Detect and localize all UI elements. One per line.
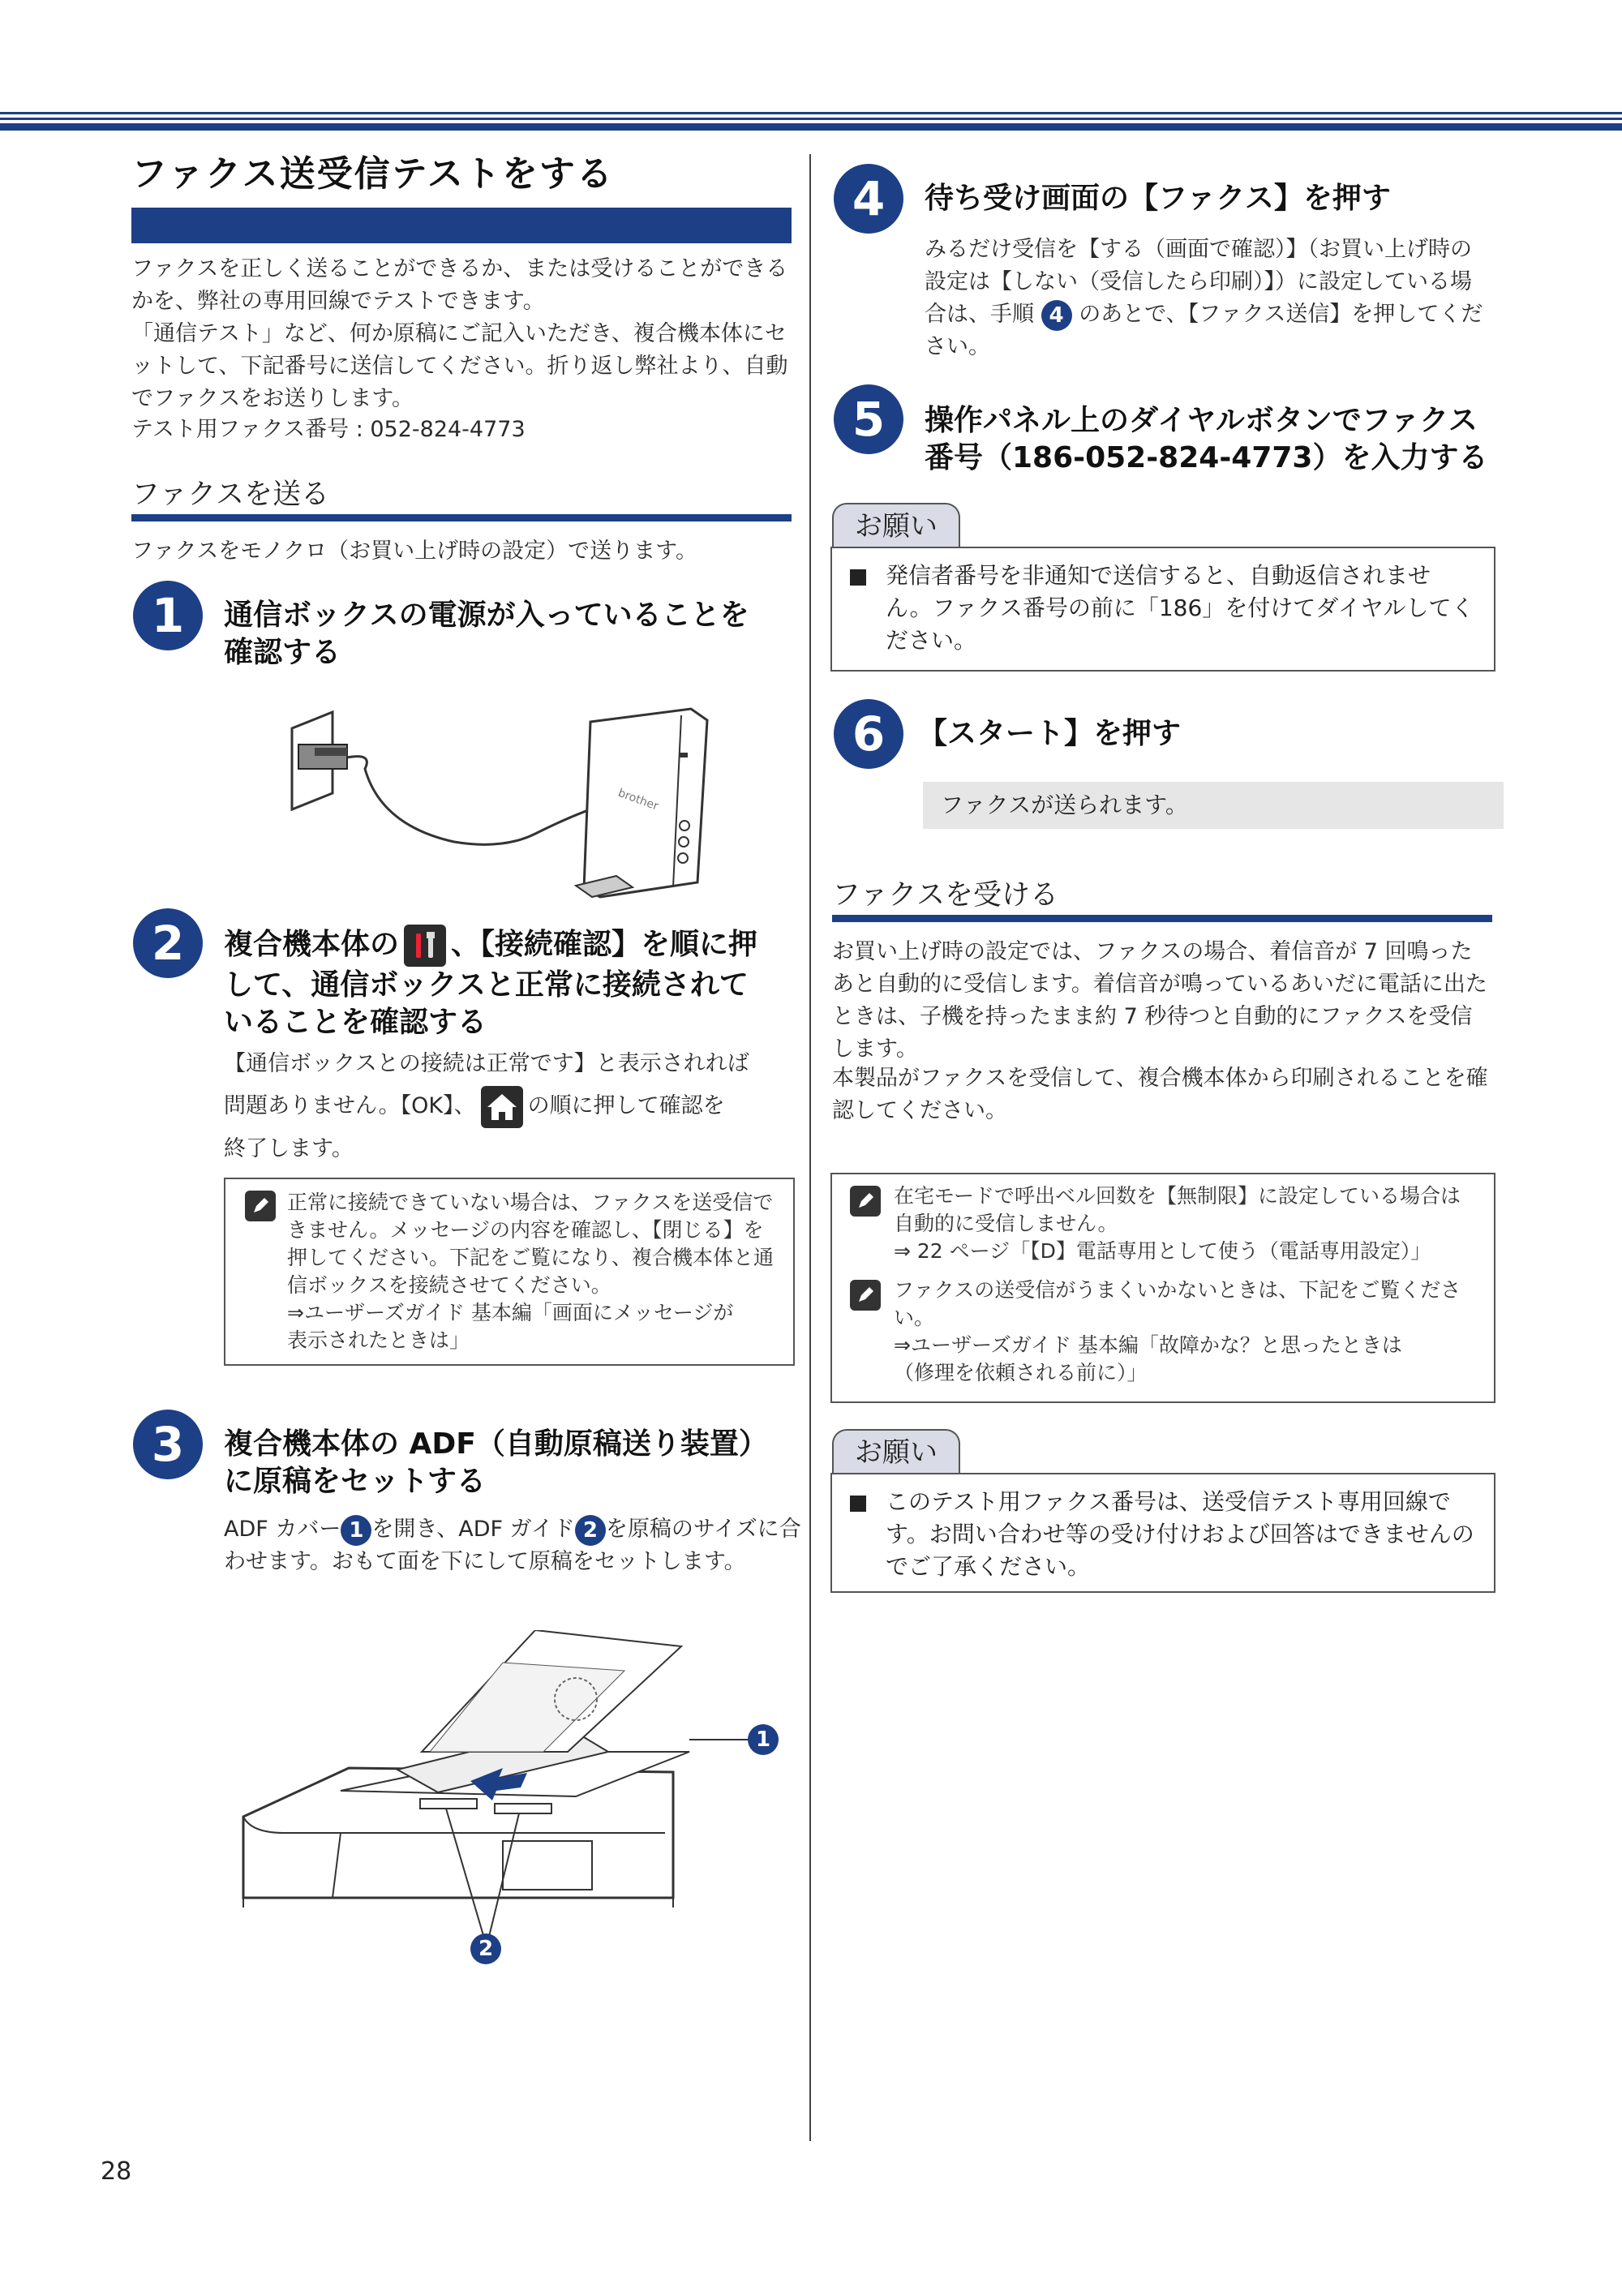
step-2-title-line-1 (224, 925, 800, 967)
section-rule-receive (832, 915, 1492, 922)
step-2-title-line-2: して、通信ボックスと正常に接続されて (224, 968, 749, 1002)
receive-note-2-ref-1: ⇒ユーザーズガイド 基本編「故障かな？と思ったときは (894, 1333, 1402, 1357)
device-brand-label: brother (616, 786, 660, 813)
header-rule-thin (0, 118, 1622, 120)
step-2-badge: 2 (133, 908, 203, 978)
section-title-receive: ファクスを受ける (832, 879, 1058, 912)
onegai-box-1 (830, 547, 1495, 672)
step-2-body-line-3: 終了します。 (224, 1135, 354, 1161)
test-fax-number: テスト用ファクス番号 : 052-824-4773 (131, 417, 526, 442)
step-4-badge: 4 (834, 164, 903, 234)
step-6-badge: 6 (834, 699, 903, 769)
adf-guide-callout: 2 (575, 1515, 606, 1546)
section-rule-send (131, 514, 792, 521)
illustration-callout-1: 1 (748, 1724, 779, 1755)
tools-icon (404, 925, 446, 967)
step-2-title-part-a: 複合機本体の (224, 928, 400, 961)
onegai-2-text: このテスト用ファクス番号は、送受信テスト専用回線です。お問い合わせ等の受け付けおよび回答はできませんのでご了承ください。 (886, 1488, 1474, 1580)
step-3-title (224, 1426, 800, 1500)
step-1-title-line-2: 確認する (224, 636, 341, 669)
step-5-title-line-2: 番号（186-052-824-4773）を入力する (925, 441, 1488, 474)
note-pencil-icon (850, 1280, 881, 1311)
column-divider (809, 154, 811, 2141)
step-2-body-part-a: 問題ありません。【OK】、 (224, 1093, 476, 1118)
step-1-title (224, 597, 792, 672)
step-2-note-body: 正常に接続できていない場合は、ファクスを送受信できません。メッセージの内容を確認し、【閉じる】を押してください。下記をご覧になり、複合機本体と通信ボックスを接続させてください。 (287, 1191, 775, 1297)
header-rule-thin (0, 112, 1622, 114)
note-pencil-icon (245, 1191, 276, 1221)
step-6-title: 【スタート】を押す (918, 717, 1182, 750)
onegai-tab-2: お願い (832, 1429, 960, 1474)
step-4-ref-badge: 4 (1041, 300, 1072, 331)
receive-note-1-body: 在宅モードで呼出ベル回数を【無制限】に設定している場合は自動的に受信しません。 (894, 1184, 1461, 1235)
step-4-body (925, 234, 1492, 363)
receive-note-2 (894, 1277, 1478, 1387)
step-3-badge: 3 (133, 1410, 203, 1479)
onegai-box-2 (830, 1473, 1495, 1593)
adf-cover-callout: 1 (341, 1515, 371, 1546)
onegai-1-text: 発信者番号を非通知で送信すると、自動返信されません。ファクス番号の前に「186」を付けてダイヤルしてください。 (886, 562, 1474, 654)
onegai-tab-1: お願い (832, 503, 960, 548)
receive-note-1-ref: ⇒ 22 ページ「【D】電話専用として使う（電話専用設定）」 (894, 1239, 1431, 1263)
page-number: 28 (101, 2157, 132, 2186)
header-rule-thick (0, 123, 1622, 131)
step-2-body-line-1: 【通信ボックスとの接続は正常です】と表示されれば (224, 1051, 749, 1076)
step-2-title-part-b: 、【接続確認】を順に押 (451, 928, 758, 961)
intro-paragraph-2: 「通信テスト」など、何か原稿にご記入いただき、複合機本体にセットして、下記番号に送信してください。折り返し弊社より、自動でファクスをお送りします。 (131, 321, 788, 411)
receive-note-2-body: ファクスの送受信がうまくいかないときは、下記をご覧ください。 (894, 1278, 1461, 1329)
receive-note-1 (894, 1182, 1478, 1265)
step-2-note-ref-1: ⇒ユーザーズガイド 基本編「画面にメッセージが (287, 1301, 734, 1324)
page-title: ファクス送受信テストをする (131, 153, 614, 195)
step-3-title-line-2: に原稿をセットする (224, 1465, 486, 1498)
step-3-body-part-c: を原稿のサイズに合わせます。おもて面を下にして原稿をセットします。 (224, 1517, 801, 1574)
step-3-body-part-b: を開き、ADF ガイド (371, 1517, 575, 1542)
section-title-send: ファクスを送る (131, 479, 329, 511)
step-6-result: ファクスが送られます。 (923, 782, 1504, 829)
step-5-title (925, 402, 1541, 477)
step-2-body (224, 1043, 808, 1170)
step-3-title-line-1: 複合機本体の ADF（自動原稿送り装置） (224, 1427, 768, 1461)
step-2-title (224, 925, 800, 1041)
step-3-body (224, 1513, 801, 1578)
illustration-callout-2: 2 (470, 1933, 501, 1964)
step-2-body-line-2 (224, 1085, 808, 1128)
receive-body-1: お買い上げ時の設定では、ファクスの場合、着信音が 7 回鳴ったあと自動的に受信します。着信音が鳴っているあいだに電話に出たときは、子機を持ったまま約 7 秒待つと自動的にファクスを受信します。 (832, 939, 1487, 1062)
intro-paragraph-1: ファクスを正しく送ることができるか、または受けることができるかを、弊社の専用回線でテストできます。 (131, 256, 788, 314)
receive-body-2: 本製品がファクスを受信して、複合機本体から印刷されることを確認してください。 (832, 1066, 1488, 1123)
adf-illustration (235, 1630, 803, 1971)
step-4-title: 待ち受け画面の【ファクス】を押す (925, 182, 1391, 215)
send-intro: ファクスをモノクロ（お買い上げ時の設定）で送ります。 (131, 539, 697, 564)
step-2-body-part-b: の順に押して確認を (527, 1093, 725, 1118)
step-2-note-ref-2: 表示されたときは」 (287, 1328, 470, 1352)
home-icon (481, 1086, 523, 1128)
bullet-square (850, 1496, 866, 1512)
step-3-body-part-a: ADF カバー (224, 1517, 341, 1542)
step-4-body-part-a: みるだけ受信を【する（画面で確認）】（お買い上げ時の設定は【しない（受信したら印刷）】）に設定している場合は、手順 (925, 237, 1472, 327)
bullet-square (850, 569, 866, 586)
step-2-note-text (287, 1189, 774, 1354)
step-2-note-box (224, 1178, 795, 1366)
receive-note-2-ref-2: （修理を依頼される前に）」 (894, 1361, 1148, 1384)
note-pencil-icon (850, 1186, 881, 1217)
step-5-title-line-1: 操作パネル上のダイヤルボタンでファクス (925, 404, 1478, 437)
communication-box-illustration (276, 704, 730, 899)
receive-note-box (830, 1173, 1495, 1403)
step-5-badge: 5 (834, 384, 903, 454)
step-4-body-part-b: のあとで、【ファクス送信】を押してください。 (925, 302, 1483, 359)
step-2-title-line-3: いることを確認する (224, 1006, 487, 1039)
title-bar (131, 208, 792, 243)
step-1-title-line-1: 通信ボックスの電源が入っていることを (224, 599, 749, 632)
step-1-badge: 1 (133, 581, 203, 650)
